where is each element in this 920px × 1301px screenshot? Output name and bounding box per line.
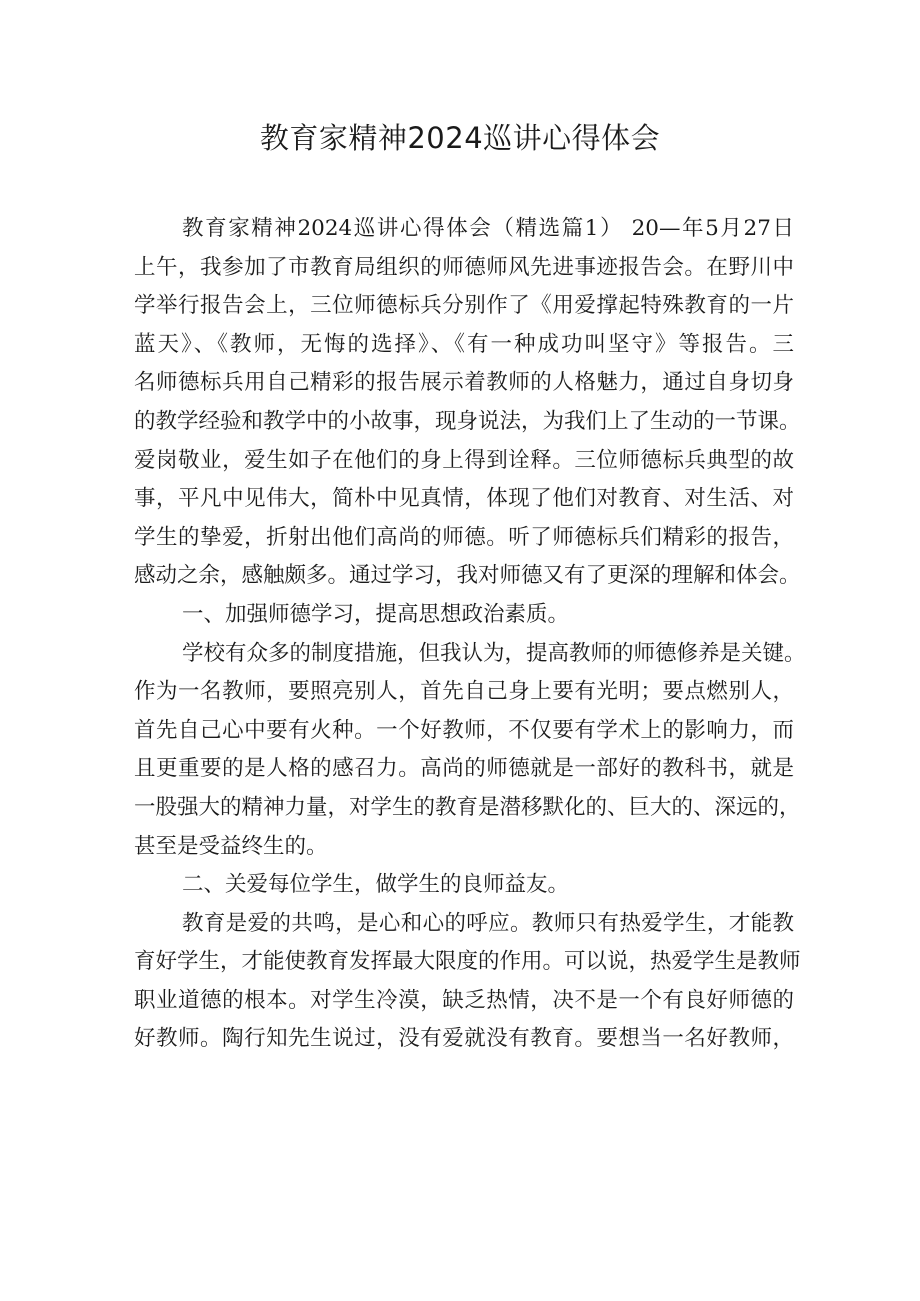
text-line: 职业道德的根本。对学生冷漠，缺乏热情，决不是一个有良好师德的 [134,987,794,1013]
text-line: 一股强大的精神力量，对学生的教育是潜移默化的、巨大的、深远的， [134,794,801,820]
section-heading-2 [134,866,794,905]
text-line: 作为一名教师，要照亮别人，首先自己身上要有光明；要点燃别人， [134,679,794,705]
text-line: 蓝天》、《教师，无悔的选择》、《有一种成功叫坚守》等报告。三 [134,331,794,357]
text-line: 二、关爱每位学生，做学生的良师益友。 [182,872,570,898]
text-line: 教育家精神2024巡讲心得体会（精选篇1） 20—年5月27日 [182,216,794,241]
text-line: 名师德标兵用自己精彩的报告展示着教师的人格魅力，通过自身切身 [134,370,794,396]
text-line: 事，平凡中见伟大，简朴中见真情，体现了他们对教育、对生活、对 [134,486,794,512]
paragraph-1 [134,210,801,596]
text-line: 的教学经验和教学中的小故事，现身说法，为我们上了生动的一节课。 [134,408,801,434]
paragraph-2 [134,635,806,867]
document-body [134,210,806,1059]
text-line: 感动之余，感触颇多。通过学习，我对师德又有了更深的理解和体会。 [134,563,801,589]
text-line: 上午，我参加了市教育局组织的师德师风先进事迹报告会。在野川中 [134,254,794,280]
text-line: 学举行报告会上，三位师德标兵分别作了《用爱撑起特殊教育的一片 [134,293,794,319]
text-line: 教育是爱的共鸣，是心和心的呼应。教师只有热爱学生，才能教 [182,910,794,936]
text-line: 爱岗敬业，爱生如子在他们的身上得到诠释。三位师德标兵典型的故 [134,447,794,473]
text-line: 好教师。陶行知先生说过，没有爱就没有教育。要想当一名好教师， [134,1026,794,1052]
document-title: 教育家精神2024巡讲心得体会 [259,121,661,155]
text-line: 学生的挚爱，折射出他们高尚的师德。听了师德标兵们精彩的报告， [134,524,794,550]
text-line: 一、加强师德学习，提高思想政治素质。 [182,601,570,627]
section-heading-1 [134,596,794,635]
text-line: 首先自己心中要有火种。一个好教师，不仅要有学术上的影响力，而 [134,717,794,743]
text-line: 甚至是受益终生的。 [134,833,328,859]
paragraph-3 [134,905,801,1059]
text-line: 学校有众多的制度措施，但我认为，提高教师的师德修养是关键。 [182,640,806,666]
text-line: 且更重要的是人格的感召力。高尚的师德就是一部好的教科书，就是 [134,756,794,782]
text-line: 育好学生，才能使教育发挥最大限度的作用。可以说，热爱学生是教师 [134,949,801,975]
